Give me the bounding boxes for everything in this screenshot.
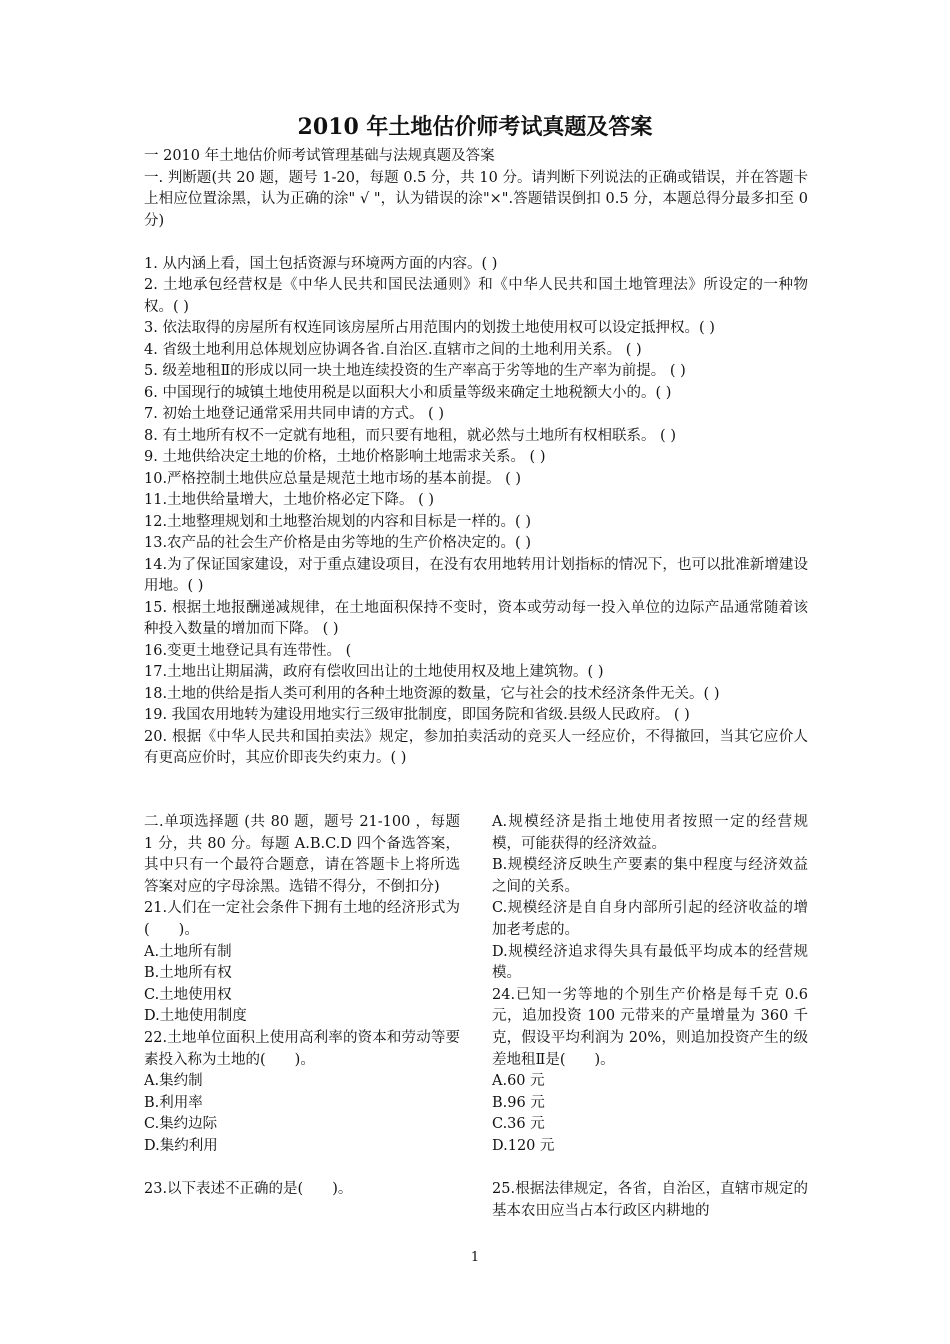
judge-item: 14.为了保证国家建设，对于重点建设项目，在没有农用地转用计划指标的情况下，也可以批准新增建设用地。( ) — [144, 556, 808, 594]
blank-line — [492, 1158, 808, 1180]
judge-section — [144, 146, 808, 770]
option: D.集约利用 — [144, 1137, 218, 1154]
judge-item: 7. 初始土地登记通常采用共同申请的方式。 ( ) — [144, 406, 444, 422]
judge-item: 13.农产品的社会生产价格是由劣等地的生产价格决定的。( ) — [144, 535, 531, 551]
choice-instructions: 二.单项选择题 (共 80 题，题号 21-100 ，每题 1 分，共 80 分。每题 A.B.C.D 四个备选答案，其中只有一个最符合题意，请在答题卡上将所选答案对应的字母涂黑。选错不得分，不倒扣分) — [144, 814, 460, 895]
option: A.规模经济是指土地使用者按照一定的经营规模，可能获得的经济效益。 — [492, 814, 808, 852]
option: A.土地所有制 — [144, 943, 232, 960]
judge-item: 12.土地整理规划和土地整治规划的内容和目标是一样的。( ) — [144, 513, 531, 530]
question-23: 23.以下表述不正确的是( )。 — [144, 1181, 353, 1198]
judge-item: 6. 中国现行的城镇土地使用税是以面积大小和质量等级来确定土地税额大小的。( ) — [144, 384, 672, 401]
blank-line — [144, 232, 808, 254]
section-subtitle: 一 2010 年土地估价师考试管理基础与法规真题及答案 — [144, 148, 495, 164]
option: B.96 元 — [492, 1094, 545, 1111]
judge-item: 15. 根据土地报酬递减规律，在土地面积保持不变时，资本或劳动每一投入单位的边际产品通常随着该种投入数量的增加而下降。 ( ) — [144, 599, 808, 637]
judge-item: 16.变更土地登记具有连带性。 ( — [144, 642, 352, 659]
judge-item: 19. 我国农用地转为建设用地实行三级审批制度，即国务院和省级.县级人民政府。 ( ) — [144, 707, 690, 723]
judge-item: 11.土地供给量增大，土地价格必定下降。 ( ) — [144, 492, 435, 508]
judge-item: 4. 省级土地利用总体规划应协调各省.自治区.直辖市之间的土地利用关系。 ( ) — [144, 341, 642, 358]
option: C.土地使用权 — [144, 986, 232, 1003]
judge-item: 3. 依法取得的房屋所有权连同该房屋所占用范围内的划拨土地使用权可以设定抵押权。( ) — [144, 320, 715, 336]
judge-item: 9. 土地供给决定土地的价格，土地价格影响土地需求关系。 ( ) — [144, 449, 546, 465]
question-22: 22.土地单位面积上使用高利率的资本和劳动等要素投入称为土地的( )。 — [144, 1029, 460, 1068]
right-column — [492, 812, 808, 1222]
judge-item: 8. 有土地所有权不一定就有地租，而只要有地租，就必然与土地所有权相联系。 ( ) — [144, 427, 676, 444]
judge-item: 17.土地出让期届满，政府有偿收回出让的土地使用权及地上建筑物。( ) — [144, 664, 604, 680]
blank-line — [144, 1158, 460, 1180]
option: D.120 元 — [492, 1137, 555, 1154]
judge-item: 1. 从内涵上看，国土包括资源与环境两方面的内容。( ) — [144, 255, 498, 272]
judge-item: 2. 土地承包经营权是《中华人民共和国民法通则》和《中华人民共和国土地管理法》所设定的一种物权。( ) — [144, 277, 808, 315]
option: A.集约制 — [144, 1073, 203, 1090]
question-25: 25.根据法律规定，各省，自治区，直辖市规定的基本农田应当占本行政区内耕地的 — [492, 1181, 808, 1219]
option: B.土地所有权 — [144, 965, 232, 982]
option: C.36 元 — [492, 1116, 545, 1133]
option: D.土地使用制度 — [144, 1008, 247, 1025]
question-21: 21.人们在一定社会条件下拥有土地的经济形式为( )。 — [144, 900, 460, 938]
judge-item: 10.严格控制土地供应总量是规范土地市场的基本前提。 ( ) — [144, 470, 522, 487]
judge-item: 18.土地的供给是指人类可利用的各种土地资源的数量，它与社会的技术经济条件无关。( ) — [144, 685, 720, 702]
option: D.规模经济追求得失具有最低平均成本的经营规模。 — [492, 943, 808, 982]
left-column — [144, 812, 460, 1201]
option: A.60 元 — [492, 1073, 545, 1090]
option: B.规模经济反映生产要素的集中程度与经济效益之间的关系。 — [492, 857, 808, 895]
document-title: 2010 年土地估价师考试真题及答案 — [297, 114, 653, 140]
option: C.集约边际 — [144, 1116, 218, 1133]
page-number: 1 — [470, 1250, 480, 1265]
option: C.规模经济是自自身内部所引起的经济收益的增加老考虑的。 — [492, 900, 808, 938]
question-24: 24.已知一劣等地的个别生产价格是每千克 0.6 元，追加投资 100 元带来的产量增量为 360 千克，假设平均利润为 20%，则追加投资产生的级差地租Ⅱ是( )。 — [492, 986, 808, 1068]
judge-item: 5. 级差地租Ⅱ的形成以同一块土地连续投资的生产率高于劣等地的生产率为前提。 ( ) — [144, 363, 686, 379]
option: B.利用率 — [144, 1094, 203, 1111]
judge-item: 20. 根据《中华人民共和国拍卖法》规定，参加拍卖活动的竞买人一经应价，不得撤回，当其它应价人有更高应价时，其应价即丧失约束力。( ) — [144, 728, 808, 766]
judge-instructions: 一. 判断题(共 20 题，题号 1-20，每题 0.5 分，共 10 分。请判断下列说法的正确或错误，并在答题卡上相应位置涂黑，认为正确的涂" √ "，认为错误的涂"×".答题错误倒扣 0.5 分，本题总得分最多扣至 0 分) — [144, 169, 808, 229]
